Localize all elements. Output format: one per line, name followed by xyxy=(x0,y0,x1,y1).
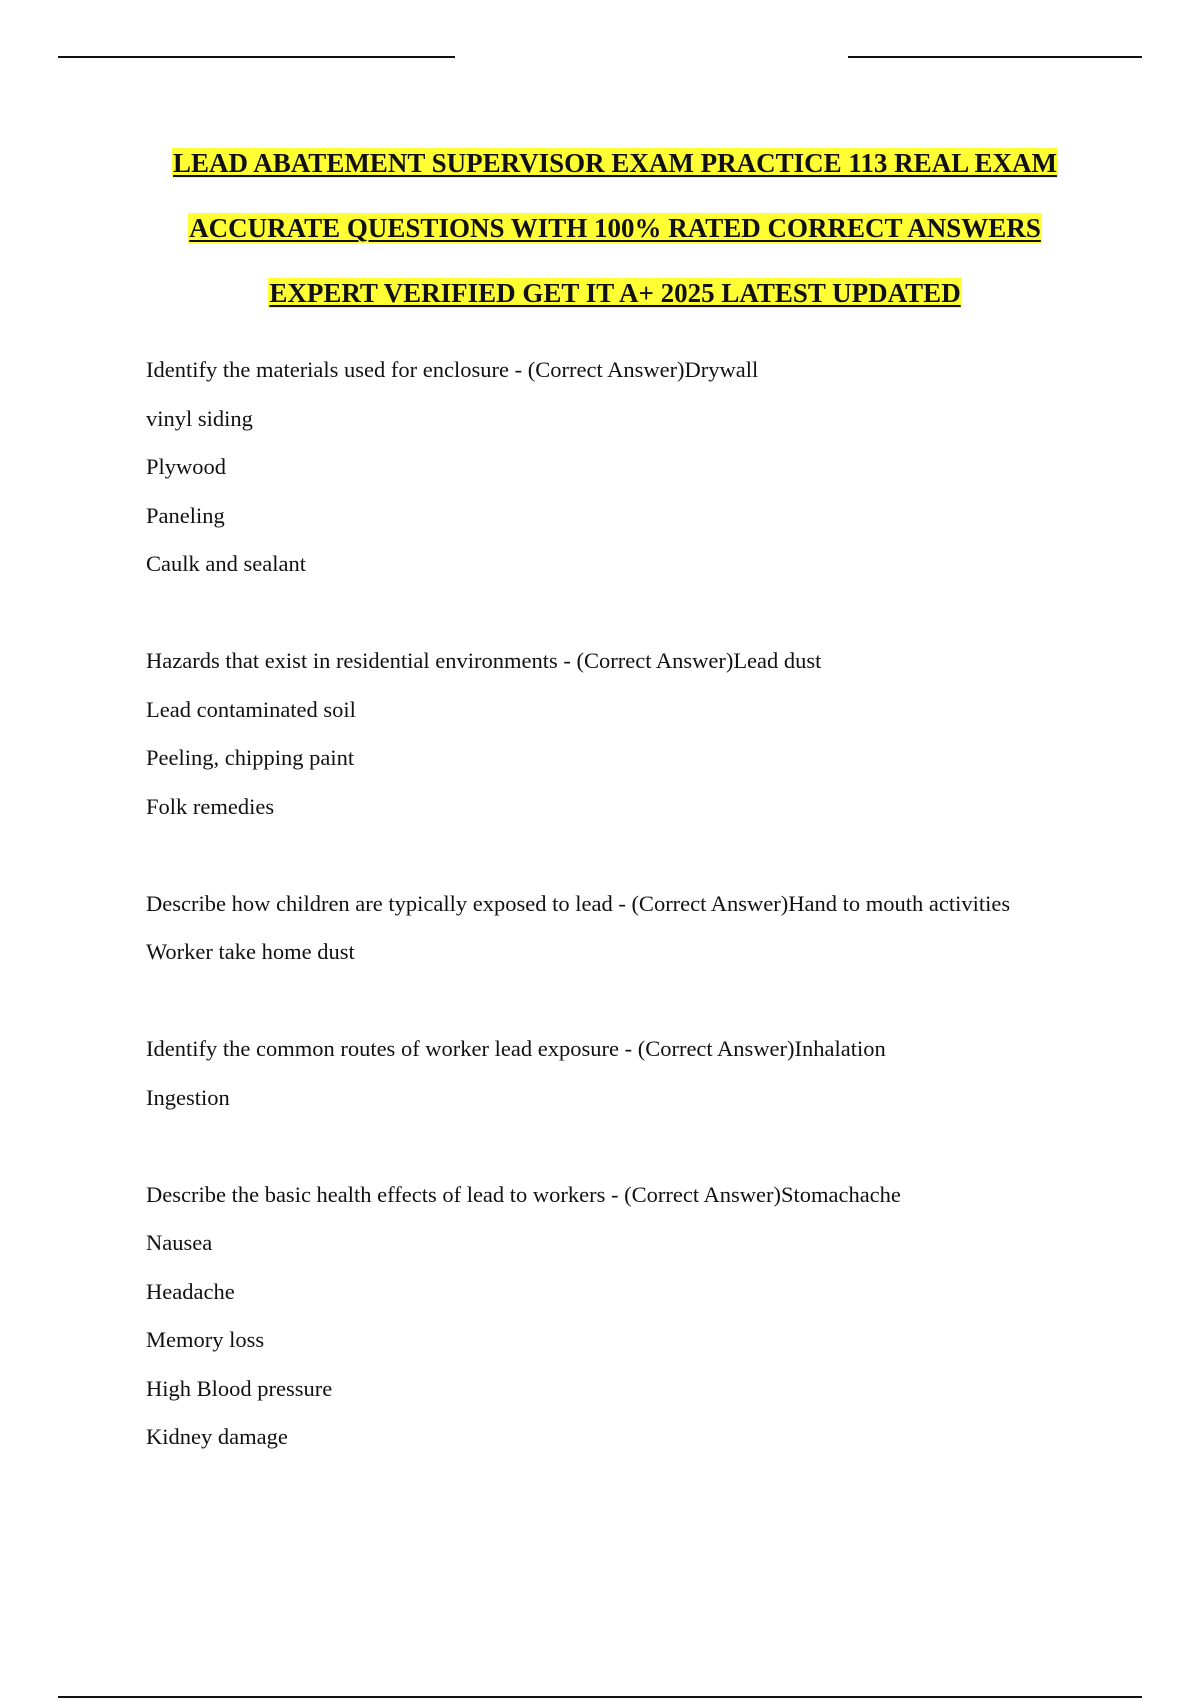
question-text: Identify the common routes of worker lead exposure - (Correct Answer)Inhalation xyxy=(146,1036,886,1061)
qa-item xyxy=(146,646,1146,840)
answer-line: vinyl siding xyxy=(146,405,253,431)
qa-item xyxy=(146,1034,1146,1131)
title-line xyxy=(60,209,1170,274)
qa-item xyxy=(146,1180,1146,1471)
question-text: Describe the basic health effects of lead to workers - (Correct Answer)Stomachache xyxy=(146,1181,901,1207)
qa-list xyxy=(146,355,1146,1519)
answer-line: Ingestion xyxy=(146,1084,230,1110)
answer-line: High Blood pressure xyxy=(146,1375,333,1401)
footer-rule xyxy=(58,1696,1142,1698)
qa-item xyxy=(146,889,1146,986)
question-text: Hazards that exist in residential environments - (Correct Answer)Lead dust xyxy=(146,648,822,673)
answer-line: Memory loss xyxy=(146,1327,265,1352)
answer-line: Lead contaminated soil xyxy=(146,696,356,722)
answer-line: Paneling xyxy=(146,502,225,528)
question-text: Identify the materials used for enclosure - (Correct Answer)Drywall xyxy=(146,357,759,382)
question-text: Describe how children are typically exposed to lead - (Correct Answer)Hand to mouth activities xyxy=(146,890,1011,916)
answer-line: Folk remedies xyxy=(146,793,275,819)
title-text: EXPERT VERIFIED GET IT A+ 2025 LATEST UPDATED xyxy=(269,278,961,308)
answer-line: Worker take home dust xyxy=(146,939,355,964)
title-text: LEAD ABATEMENT SUPERVISOR EXAM PRACTICE 113 REAL EXAM xyxy=(173,148,1057,178)
header-rule-right xyxy=(848,56,1142,58)
title-line xyxy=(60,144,1170,209)
answer-line: Peeling, chipping paint xyxy=(146,745,355,770)
answer-line: Plywood xyxy=(146,454,227,479)
answer-line: Caulk and sealant xyxy=(146,551,306,576)
answer-line: Nausea xyxy=(146,1230,213,1255)
answer-line: Kidney damage xyxy=(146,1424,288,1449)
document-title xyxy=(60,144,1170,339)
title-line xyxy=(60,274,1170,339)
answer-line: Headache xyxy=(146,1278,235,1304)
header-rule-left xyxy=(58,56,455,58)
qa-item xyxy=(146,355,1146,598)
title-text: ACCURATE QUESTIONS WITH 100% RATED CORRECT ANSWERS xyxy=(189,213,1041,243)
